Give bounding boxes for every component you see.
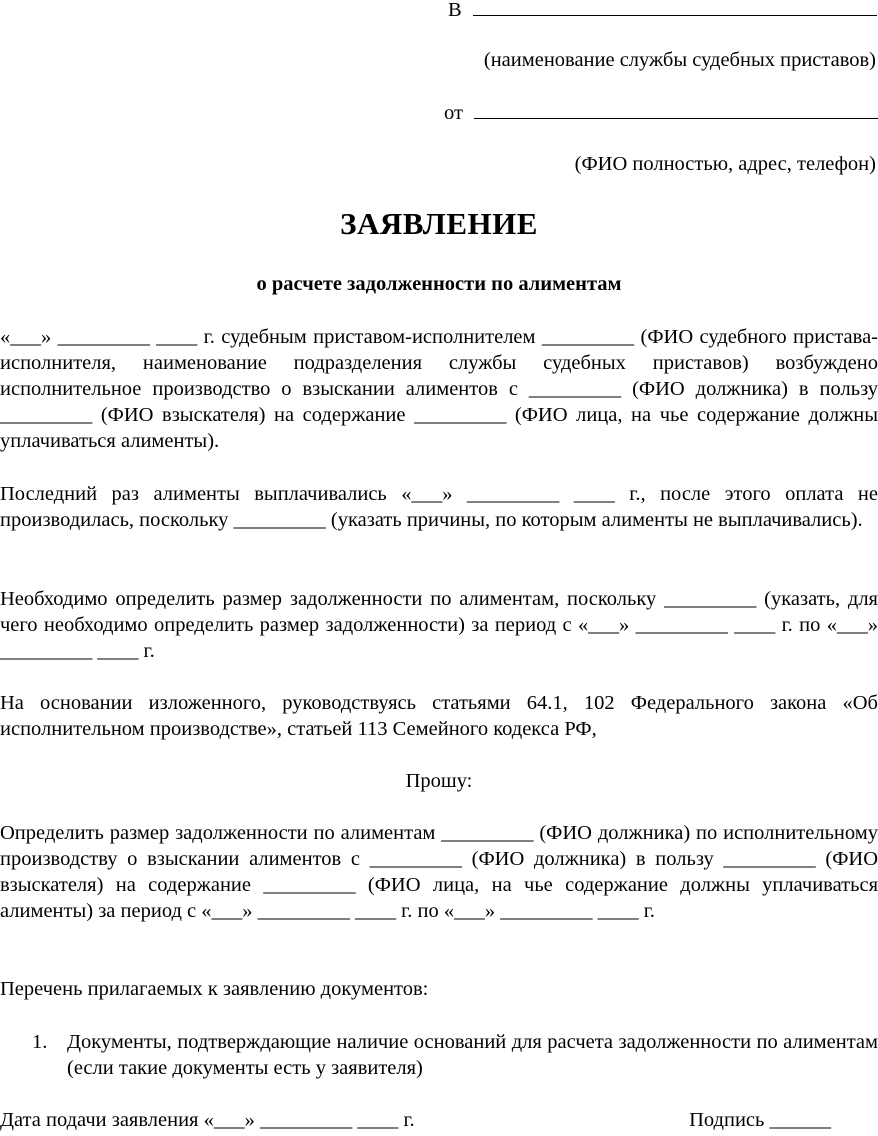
recipient-label: В	[448, 0, 462, 21]
request-text: Определить размер задолженности по алиментам _________ (ФИО должника) по исполнительному производству о взыскании алиментов с _________ (ФИО должника) в пользу _________ (ФИО взыскателя) на содержание _________ (ФИО лица, на чье содержание должны уплачиваться алименты) за период с «___» _________ ____ г. по «___» _________ ____ г.	[0, 822, 878, 922]
paragraph-4: На основании изложенного, руководствуясь статьями 64.1, 102 Федерального закона «Об исполнительном производстве», статьей 113 Семейного кодекса РФ,	[0, 692, 878, 740]
paragraph-3: Необходимо определить размер задолженности по алиментам, поскольку _________ (указать, для чего необходимо определить размер задолженности) за период с «___» _________ ____ г. по «___» _________ ____ г.	[0, 588, 878, 662]
list-item-text: Документы, подтверждающие наличие оснований для расчета задолженности по алиментам (если такие документы есть у заявителя)	[67, 1031, 878, 1079]
sender-line	[444, 100, 878, 126]
signature: Подпись ______	[689, 1109, 831, 1131]
list-item-number: 1.	[32, 1031, 48, 1053]
recipient-line	[448, 0, 877, 23]
recipient-caption: (наименование службы судебных приставов)	[483, 49, 876, 71]
paragraph-1: «___» _________ ____ г. судебным приставом-исполнителем _________ (ФИО судебного пристава-исполнителя, наименование подразделения службы судебных приставов) возбуждено исполнительное производство о взыскании алиментов с _________ (ФИО должника) в пользу _________ (ФИО взыскателя) на содержание _________ (ФИО лица, на чье содержание должны уплачиваться алименты).	[0, 326, 878, 452]
attachments-heading: Перечень прилагаемых к заявлению документов:	[0, 978, 429, 1000]
recipient-blank	[473, 15, 877, 16]
sender-blank	[474, 118, 878, 119]
request-heading: Прошу:	[405, 770, 473, 792]
sender-label: от	[444, 102, 463, 124]
paragraph-2: Последний раз алименты выплачивались «___» _________ ____ г., после этого оплата не производилась, поскольку _________ (указать причины, по которым алименты не выплачивались).	[0, 483, 878, 531]
document-subtitle: о расчете задолженности по алиментам	[256, 273, 622, 295]
sender-caption: (ФИО полностью, адрес, телефон)	[574, 153, 876, 175]
document-title: ЗАЯВЛЕНИЕ	[340, 206, 538, 241]
submission-date: Дата подачи заявления «___» _________ ____ г.	[0, 1109, 415, 1131]
